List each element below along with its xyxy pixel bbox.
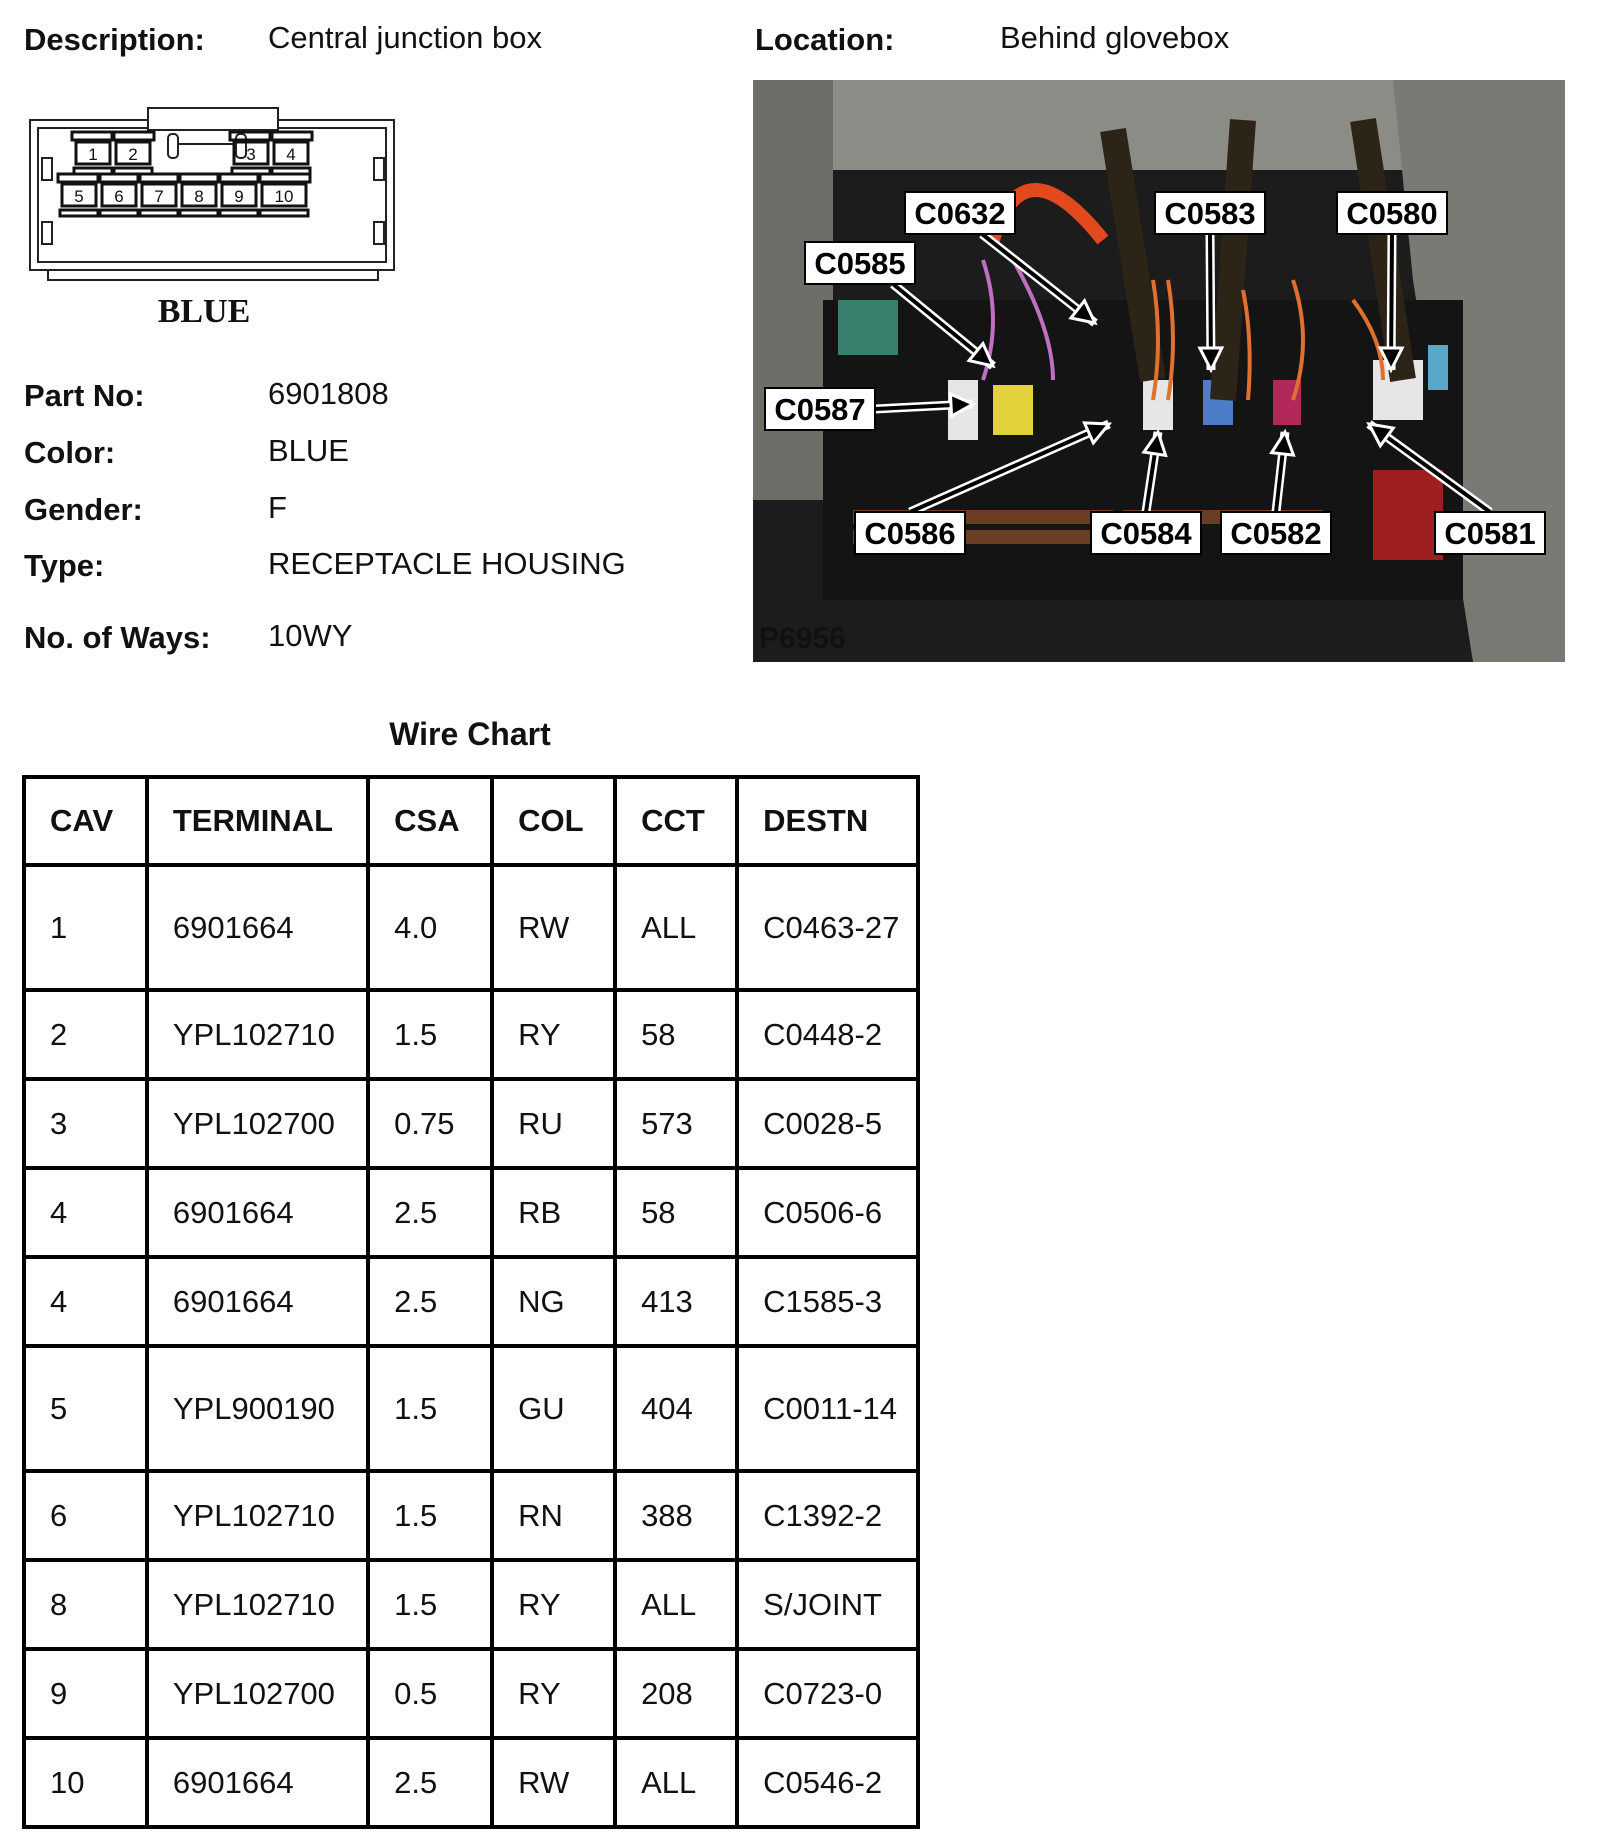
ways-label: No. of Ways: [24,620,211,655]
color-label: Color: [24,435,116,470]
table-cell: C1585-3 [737,1257,918,1346]
table-cell: ALL [615,865,737,990]
table-cell: ALL [615,1560,737,1649]
table-cell: C1392-2 [737,1471,918,1560]
photo-callout-label: C0580 [1346,196,1438,231]
connector-cavity-number: 5 [74,187,84,206]
photo-callout-label: C0586 [864,516,956,551]
table-cell: 4.0 [368,865,492,990]
table-cell: 4 [24,1257,147,1346]
connector-cavity-number: 4 [286,145,296,164]
connector-cavity-number: 7 [154,187,164,206]
table-cell: 10 [24,1738,147,1827]
table-cell: 6901664 [147,1257,368,1346]
color-value: BLUE [268,433,349,468]
table-cell: 6901664 [147,1168,368,1257]
table-cell: 0.75 [368,1079,492,1168]
table-cell: 208 [615,1649,737,1738]
table-cell: RW [492,1738,615,1827]
connector-color-caption: BLUE [157,293,251,330]
connector-cavity [258,174,310,216]
connector-cavity [218,174,260,216]
column-header: CCT [615,777,737,865]
table-cell: YPL900190 [147,1346,368,1471]
table-cell: 4 [24,1168,147,1257]
location-photo [753,80,1565,662]
gender-label: Gender: [24,492,143,527]
photo-callout-label: C0582 [1230,516,1322,551]
table-cell: RU [492,1079,615,1168]
table-cell: 388 [615,1471,737,1560]
location-value: Behind glovebox [1000,20,1230,55]
ways-value: 10WY [268,618,353,653]
table-cell: GU [492,1346,615,1471]
table-cell: RY [492,1560,615,1649]
table-cell: 2.5 [368,1257,492,1346]
type-value: RECEPTACLE HOUSING [268,546,626,581]
table-cell: 0.5 [368,1649,492,1738]
table-row [24,990,918,1079]
table-cell: RW [492,865,615,990]
connector-cavity [58,174,100,216]
table-row [24,1257,918,1346]
table-cell: YPL102710 [147,1471,368,1560]
connector-cavity-number: 1 [88,145,98,164]
location-label: Location: [755,22,895,57]
description-value: Central junction box [268,20,542,55]
table-cell: 1.5 [368,1560,492,1649]
photo-callout-label: C0581 [1444,516,1536,551]
table-cell: RN [492,1471,615,1560]
table-cell: YPL102700 [147,1079,368,1168]
table-cell: 1 [24,865,147,990]
table-cell: 2 [24,990,147,1079]
table-cell: 6901664 [147,865,368,990]
column-header: CAV [24,777,147,865]
table-cell: 2.5 [368,1738,492,1827]
table-cell: NG [492,1257,615,1346]
table-cell: ALL [615,1738,737,1827]
wire-chart-title: Wire Chart [389,716,551,752]
table-cell: 5 [24,1346,147,1471]
table-cell: YPL102710 [147,990,368,1079]
photo-callout-label: C0585 [814,246,906,281]
connector-cavity-number: 2 [128,145,138,164]
table-cell: RB [492,1168,615,1257]
connector-cavity-number: 8 [194,187,204,206]
table-cell: S/JOINT [737,1560,918,1649]
photo-callout-label: C0587 [774,392,866,427]
table-cell: 6901664 [147,1738,368,1827]
type-label: Type: [24,548,105,583]
connector-cavity [112,132,154,174]
connector-cavity [72,132,114,174]
photo-callout-label: C0584 [1100,516,1192,551]
wire-chart-header-row [24,777,918,865]
table-cell: C0723-0 [737,1649,918,1738]
connector-cavity-number: 10 [274,187,294,206]
connector-cavity [270,132,312,174]
table-cell: 8 [24,1560,147,1649]
table-cell: 1.5 [368,990,492,1079]
table-row [24,1079,918,1168]
column-header: CSA [368,777,492,865]
connector-cavity-number: 3 [246,145,256,164]
table-row [24,1471,918,1560]
table-cell: C0028-5 [737,1079,918,1168]
table-cell: C0506-6 [737,1168,918,1257]
table-cell: C0463-27 [737,865,918,990]
part-no-label: Part No: [24,378,145,413]
table-cell: 2.5 [368,1168,492,1257]
photo-callout-label: C0583 [1164,196,1256,231]
table-cell: YPL102710 [147,1560,368,1649]
table-row [24,1560,918,1649]
table-cell: 9 [24,1649,147,1738]
table-cell: 58 [615,1168,737,1257]
description-label: Description: [24,22,205,57]
connector-cavity-number: 9 [234,187,244,206]
table-cell: C0546-2 [737,1738,918,1827]
table-cell: 58 [615,990,737,1079]
table-cell: 3 [24,1079,147,1168]
connector-cavity [138,174,180,216]
column-header: TERMINAL [147,777,368,865]
column-header: DESTN [737,777,918,865]
table-row [24,865,918,990]
table-row [24,1738,918,1827]
table-row [24,1168,918,1257]
photo-ref-label: P6956 [759,622,846,655]
photo-callout-label: C0632 [914,196,1006,231]
wire-chart-table [22,775,920,1829]
connector-face-diagram [28,104,408,334]
table-cell: 413 [615,1257,737,1346]
gender-value: F [268,490,287,525]
table-row [24,1346,918,1471]
connector-cavity-number: 6 [114,187,124,206]
table-cell: C0011-14 [737,1346,918,1471]
connector-cavity [98,174,140,216]
part-no-value: 6901808 [268,376,389,411]
table-cell: RY [492,990,615,1079]
table-cell: C0448-2 [737,990,918,1079]
column-header: COL [492,777,615,865]
table-cell: 6 [24,1471,147,1560]
connector-cavity [178,174,220,216]
table-cell: YPL102700 [147,1649,368,1738]
table-cell: 404 [615,1346,737,1471]
table-cell: RY [492,1649,615,1738]
table-cell: 573 [615,1079,737,1168]
table-row [24,1649,918,1738]
table-cell: 1.5 [368,1346,492,1471]
table-cell: 1.5 [368,1471,492,1560]
